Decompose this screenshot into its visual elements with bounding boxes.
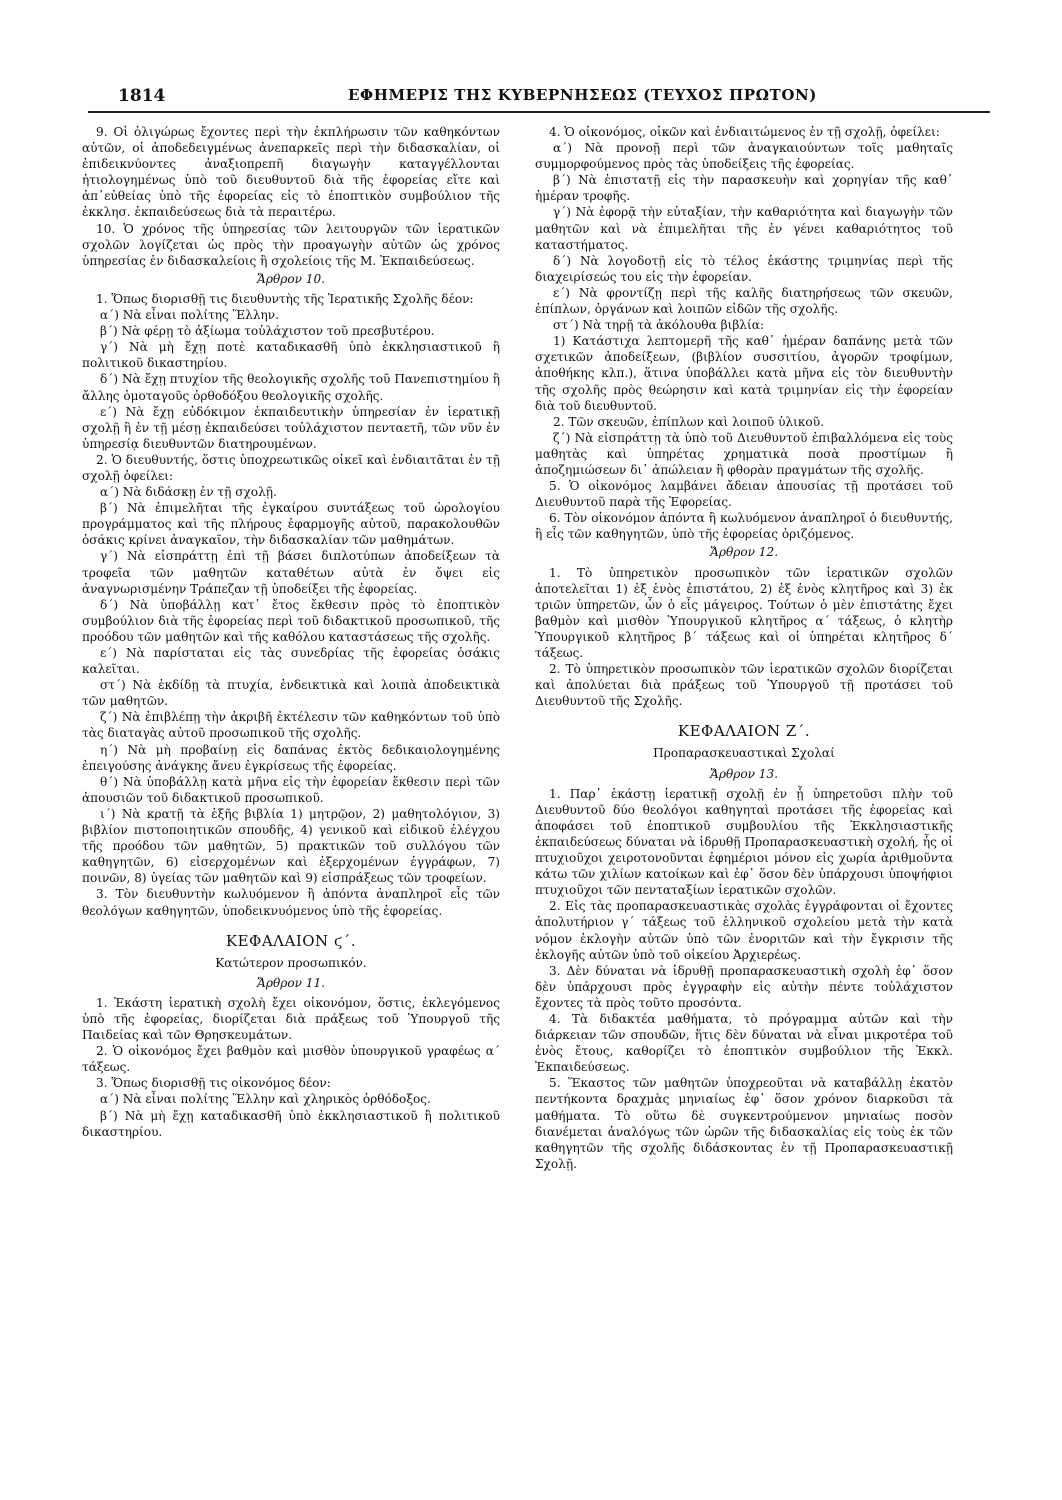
paragraph: 3. Ὅπως διορισθῇ τις οἰκονόμος δέον:: [96, 1076, 331, 1091]
paragraph: 5. Ἕκαστος τῶν μαθητῶν ὑποχρεοῦται νὰ καταβάλλῃ ἑκατὸν πεντήκοντα δραχμὰς μηνιαίως ἐφ᾽ ὅσον χρόνον διαρκοῦσι τὰ μαθήματα. Τὸ οὕτω δὲ συγκεντρούμενον μηνιαίως ποσὸν διανέμεται ἀναλόγως τῶν ὡρῶν τῆς διδασκαλίας εἰς τοὺς ἐκ τῶν καθηγητῶν τῆς σχολῆς διδάσκοντας ἐν τῇ Προπαρασκευαστικῇ Σχολῇ.: [535, 1076, 953, 1171]
paragraph: 2. Ὁ διευθυντής, ὅστις ὑποχρεωτικῶς οἰκεῖ καὶ ἐνδιαιτᾶται ἐν τῇ σχολῇ ὀφείλει:: [82, 452, 500, 483]
paragraph: 3. Τὸν διευθυντὴν κωλυόμενον ἢ ἀπόντα ἀναπληροῖ εἷς τῶν θεολόγων καθηγητῶν, ὑποδεικνυόμενος ὑπὸ τῆς ἐφορείας.: [82, 887, 500, 918]
list-item: δ´) Νὰ ὑποβάλλῃ κατ᾽ ἔτος ἔκθεσιν πρὸς τὸ ἐποπτικὸν συμβούλιον διὰ τῆς ἐφορείας περὶ τοῦ διδακτικοῦ προσωπικοῦ, τῆς προόδου τῶν μαθητῶν καὶ τῆς καθόλου καταστάσεως τῆς σχολῆς.: [82, 597, 500, 644]
list-item: ε´) Νὰ παρίσταται εἰς τὰς συνεδρίας τῆς ἐφορείας ὁσάκις καλεῖται.: [82, 646, 500, 677]
running-title: ΕΦΗΜΕΡΙΣ ΤΗΣ ΚΥΒΕΡΝΗΣΕΩΣ (ΤΕΥΧΟΣ ΠΡΩΤΟΝ): [348, 86, 817, 104]
article-heading: Ἄρθρον 12.: [709, 545, 779, 560]
list-item: η´) Νὰ μὴ προβαίνῃ εἰς δαπάνας ἐκτὸς δεδικαιολογημένης ἐπειγούσης ἀνάγκης ἄνευ ἐγκρίσεως τῆς ἐφορείας.: [82, 742, 500, 773]
list-item: γ´) Νὰ μὴ ἔχῃ ποτὲ καταδικασθῆ ὑπὸ ἐκκλησιαστικοῦ ἢ πολιτικοῦ δικαστηρίου.: [82, 340, 500, 371]
list-item: ε´) Νὰ φροντίζῃ περὶ τῆς καλῆς διατηρήσεως τῶν σκευῶν, ἐπίπλων, ὀργάνων καὶ λοιπῶν εἰδῶν τῆς σχολῆς.: [535, 285, 953, 317]
paragraph: 2. Εἰς τὰς προπαρασκευαστικὰς σχολὰς ἐγγράφονται οἱ ἔχοντες ἀπολυτήριον γ´ τάξεως τοῦ ἑλληνικοῦ σχολείου μετὰ τὴν κατὰ νόμον ἐκλογὴν αὐτῶν ὑπὸ τῶν ἐνοριτῶν καὶ τὴν ἔγκρισιν τῆς ἐκλογῆς αὐτῶν ὑπὸ τοῦ οἰκείου Ἀρχιερέως.: [535, 899, 953, 962]
list-item: στ´) Νὰ ἐκδίδῃ τὰ πτυχία, ἐνδεικτικὰ καὶ λοιπὰ ἀποδεικτικὰ τῶν μαθητῶν.: [82, 678, 500, 709]
paragraph: 9. Οἱ ὀλιγώρως ἔχοντες περὶ τὴν ἐκπλήρωσιν τῶν καθηκόντων αὐτῶν, οἱ ἀποδεδειγμένως ἀνεπαρκεῖς περὶ τὴν διδασκαλίαν, οἱ ἐπιδεικνύοντες ἀναξιοπρεπῆ διαγωγὴν καταγγέλλονται ἠτιολογημένως ὑπὸ τοῦ διευθυντοῦ διὰ τῆς ἐφορείας εἴτε καὶ ἀπ᾽εὐθείας ὑπὸ τῆς ἐφορείας εἰς τὸ ἐποπτικὸν συμβούλιον τῆς ἐκκλησ. ἐκπαιδεύσεως διὰ τὰ περαιτέρω.: [82, 125, 500, 220]
paragraph: 2. Ὁ οἰκονόμος ἔχει βαθμὸν καὶ μισθὸν ὑπουργικοῦ γραφέως α´ τάξεως.: [82, 1044, 500, 1075]
paragraph: 6. Τὸν οἰκονόμον ἀπόντα ἢ κωλυόμενον ἀναπληροῖ ὁ διευθυντής, ἢ εἷς τῶν καθηγητῶν, ὑπὸ τῆς ἐφορείας ὁριζόμενος.: [535, 511, 953, 542]
list-item: α´) Νὰ εἶναι πολίτης Ἕλλην καὶ χληρικὸς ὀρθόδοξος.: [100, 1092, 431, 1107]
article-heading: Ἄρθρον 13.: [709, 766, 779, 781]
paragraph: 3. Δὲν δύναται νὰ ἱδρυθῇ προπαρασκευαστικὴ σχολὴ ἐφ᾽ ὅσον δὲν ὑπάρχουσι πρὸς ἐγγραφὴν εἰς αὐτὴν πέντε τοὐλάχιστον ἔχοντες τὰ πρὸς τοῦτο προσόντα.: [535, 963, 953, 1010]
list-item: β´) Νὰ μὴ ἔχῃ καταδικασθῆ ὑπὸ ἐκκλησιαστικοῦ ἢ πολιτικοῦ δικαστηρίου.: [82, 1108, 500, 1139]
list-item: γ´) Νὰ ἐφορᾷ τὴν εὐταξίαν, τὴν καθαριότητα καὶ διαγωγὴν τῶν μαθητῶν καὶ νὰ ἐπιμελῆται τῆς ἐν γένει καθαριότητος τοῦ καταστήματος.: [535, 205, 953, 252]
paragraph: 2. Τὸ ὑπηρετικὸν προσωπικὸν τῶν ἱερατικῶν σχολῶν διορίζεται καὶ ἀπολύεται διὰ πράξεως τοῦ Ὑπουργοῦ τῇ προτάσει τοῦ Διευθυντοῦ τῆς Σχολῆς.: [535, 662, 953, 709]
article-heading: Ἄρθρον 11.: [256, 975, 326, 990]
paragraph: 5. Ὁ οἰκονόμος λαμβάνει ἄδειαν ἀπουσίας τῇ προτάσει τοῦ Διευθυντοῦ παρὰ τῆς Ἐφορείας.: [535, 479, 953, 510]
chapter-heading: ΚΕΦΑΛΑΙΟΝ ϛ´.: [225, 931, 357, 950]
list-item: ζ´) Νὰ ἐπιβλέπῃ τὴν ἀκριβῆ ἐκτέλεσιν τῶν καθηκόντων τοῦ ὑπὸ τὰς διαταγὰς αὐτοῦ προσωπικοῦ τῆς σχολῆς.: [82, 710, 500, 741]
header-rule: [88, 111, 990, 113]
list-item: β´) Νὰ ἐπιστατῇ εἰς τὴν παρασκευὴν καὶ χορηγίαν τῆς καθ᾽ ἡμέραν τροφῆς.: [535, 173, 953, 204]
paragraph: 10. Ὁ χρόνος τῆς ὑπηρεσίας τῶν λειτουργῶν τῶν ἱερατικῶν σχολῶν λογίζεται ὡς πρὸς τὴν προαγωγὴν αὐτῶν ὡς χρόνος ὑπηρεσίας ἐν διδασκαλείοις ἢ σχολείοις τῆς Μ. Ἐκπαιδεύσεως.: [82, 221, 500, 268]
list-item: δ´) Νὰ ἔχῃ πτυχίον τῆς θεολογικῆς σχολῆς τοῦ Πανεπιστημίου ἢ ἄλλης ὁμοταγοῦς ὀρθοδόξου θεολογικῆς σχολῆς.: [82, 372, 500, 403]
list-item: δ´) Νὰ λογοδοτῇ εἰς τὸ τέλος ἑκάστης τριμηνίας περὶ τῆς διαχειρίσεώς του εἰς τὴν ἐφορείαν.: [535, 253, 953, 284]
list-item: α´) Νὰ διδάσκῃ ἐν τῇ σχολῇ.: [100, 485, 277, 500]
chapter-subtitle: Κατώτερον προσωπικόν.: [215, 955, 367, 970]
paragraph: 1. Παρ᾽ ἑκάστῃ ἱερατικῇ σχολῇ ἐν ᾗ ὑπηρετοῦσι πλὴν τοῦ Διευθυντοῦ δύο θεολόγοι καθηγηταὶ προτάσει τῆς ἐφορείας καὶ ἀποφάσει τοῦ ἐποπτικοῦ συμβουλίου τῆς Ἐκκλησιαστικῆς ἐκπαιδεύσεως δύναται νὰ ἱδρυθῇ Προπαρασκευαστικὴ σχολή, ἧς οἱ πτυχιοῦχοι χειροτονοῦνται ἐφημέριοι μόνον εἰς χωρία ἀριθμοῦντα κάτω τῶν χιλίων κατοίκων καὶ ἐφ᾽ ὅσον δὲν ὑπάρχουσι ὑποψήφιοι πτυχιοῦχοι τῶν πενταταξίων ἱερατικῶν σχολῶν.: [535, 786, 953, 898]
page-number: 1814: [118, 86, 166, 106]
list-item: στ´) Νὰ τηρῇ τὰ ἀκόλουθα βιβλία:: [553, 318, 764, 333]
paragraph: 4. Τὰ διδακτέα μαθήματα, τὸ πρόγραμμα αὐτῶν καὶ τὴν διάρκειαν τῶν σπουδῶν, ἥτις δὲν δύναται νὰ εἶναι μικροτέρα τοῦ ἑνὸς ἔτους, καθορίζει τὸ ἐποπτικὸν συμβούλιον τῆς Ἐκκλ. Ἐκπαιδεύσεως.: [535, 1011, 953, 1075]
paragraph: 1. Ἑκάστη ἱερατικὴ σχολὴ ἔχει οἰκονόμον, ὅστις, ἐκλεγόμενος ὑπὸ τῆς ἐφορείας, διορίζεται διὰ πράξεως τοῦ Ὑπουργοῦ τῆς Παιδείας καὶ τῶν Θρησκευμάτων.: [82, 995, 500, 1043]
list-item: 1) Κατάστιχα λεπτομερῆ τῆς καθ᾽ ἡμέραν δαπάνης μετὰ τῶν σχετικῶν ἀποδείξεων, (βιβλίον συσσιτίου, ἀγορῶν τροφίμων, ἀποθήκης κλπ.), ἅτινα ὑποβάλλει κατὰ μῆνα εἰς τὸν διευθυντὴν τῆς σχολῆς πρὸς θεώρησιν καὶ κατὰ τριμηνίαν εἰς τὴν ἐφορείαν διὰ τοῦ διευθυντοῦ.: [535, 334, 953, 413]
chapter-heading: ΚΕΦΑΛΑΙΟΝ Ζ´.: [677, 722, 811, 741]
list-item: α´) Νὰ εἶναι πολίτης Ἕλλην.: [100, 308, 279, 323]
left-column: [82, 124, 500, 1140]
list-item: ζ´) Νὰ εἰσπράττῃ τὰ ὑπὸ τοῦ Διευθυντοῦ ἐπιβαλλόμενα εἰς τοὺς μαθητὰς καὶ ὑπηρέτας χρηματικὰ ποσὰ προστίμων ἢ ἀποζημιώσεων δι᾽ ἀπώλειαν ἢ φθορὰν πραγμάτων τῆς σχολῆς.: [535, 430, 953, 477]
list-item: ι´) Νὰ κρατῇ τὰ ἑξῆς βιβλία 1) μητρῷον, 2) μαθητολόγιον, 3) βιβλίον πιστοποιητικῶν σπουδῆς, 4) γενικοῦ καὶ εἰδικοῦ ἐλέγχου τῆς προόδου τῶν μαθητῶν, 5) πρακτικῶν τοῦ συλλόγου τῶν καθηγητῶν, 6) εἰσερχομένων καὶ ἐξερχομένων ἐγγράφων, 7) ποινῶν, 8) ὑγείας τῶν μαθητῶν καὶ 9) εἰσπράξεως τῶν τροφείων.: [82, 806, 500, 886]
paragraph: 1. Τὸ ὑπηρετικὸν προσωπικὸν τῶν ἱερατικῶν σχολῶν ἀποτελεῖται 1) ἐξ ἑνὸς ἐπιστάτου, 2) ἐξ ἑνὸς κλητῆρος καὶ 3) ἐκ τριῶν ὑπηρετῶν, ὧν ὁ εἷς μάγειρος. Τούτων ὁ μὲν ἐπιστάτης ἔχει βαθμὸν καὶ μισθὸν Ὑπουργικοῦ κλητῆρος α´ τάξεως, ὁ κλητὴρ Ὑπουργικοῦ κλητῆρος β´ τάξεως καὶ οἱ ὑπηρέται κλητῆρος δ´ τάξεως.: [535, 565, 953, 660]
chapter-subtitle: Προπαρασκευαστικαὶ Σχολαί: [653, 746, 835, 761]
paragraph: 1. Ὅπως διορισθῇ τις διευθυντὴς τῆς Ἱερατικῆς Σχολῆς δέον:: [96, 291, 474, 306]
list-item: 2. Τῶν σκευῶν, ἐπίπλων καὶ λοιποῦ ὑλικοῦ.: [553, 414, 824, 429]
list-item: γ´) Νὰ εἰσπράττῃ ἐπὶ τῇ βάσει διπλοτύπων ἀποδείξεων τὰ τροφεῖα τῶν μαθητῶν καταθέτων αὐτὰ ἐν ὄψει εἰς ἀναγνωρισμένην Τράπεζαν τῇ ὑποδείξει τῆς ἐφορείας.: [82, 549, 500, 596]
list-item: β´) Νὰ φέρῃ τὸ ἀξίωμα τοὐλάχιστον τοῦ πρεσβυτέρου.: [100, 324, 435, 339]
list-item: β´) Νὰ ἐπιμελῆται τῆς ἐγκαίρου συντάξεως τοῦ ὡρολογίου προγράμματος καὶ τῆς πλήρους ἐφαρμογῆς αὐτοῦ, παρακολουθῶν ὁσάκις κρίνει ἀναγκαῖον, τὴν διδασκαλίαν τῶν μαθημάτων.: [82, 501, 500, 548]
right-column: [535, 124, 953, 1172]
page-header: [88, 86, 988, 110]
list-item: α´) Νὰ προνοῇ περὶ τῶν ἀναγκαιούντων τοῖς μαθηταῖς συμμορφούμενος πρὸς τὰς ὑποδείξεις τῆς ἐφορείας.: [535, 141, 953, 172]
list-item: θ´) Νὰ ὑποβάλλῃ κατὰ μῆνα εἰς τὴν ἐφορείαν ἔκθεσιν περὶ τῶν ἀπουσιῶν τοῦ διδακτικοῦ προσωπικοῦ.: [82, 774, 500, 805]
list-item: ε´) Νὰ ἔχῃ εὐδόκιμον ἐκπαιδευτικὴν ὑπηρεσίαν ἐν ἱερατικῇ σχολῇ ἢ ἐν τῇ μέσῃ ἐκπαιδεύσει τοὐλάχιστον πενταετῆ, τῶν νῦν ἐν ὑπηρεσίᾳ διευθυντῶν διατηρουμένων.: [82, 404, 500, 451]
paragraph: 4. Ὁ οἰκονόμος, οἰκῶν καὶ ἐνδιαιτώμενος ἐν τῇ σχολῇ, ὀφείλει:: [549, 125, 940, 139]
article-heading: Ἄρθρον 10.: [256, 271, 326, 286]
